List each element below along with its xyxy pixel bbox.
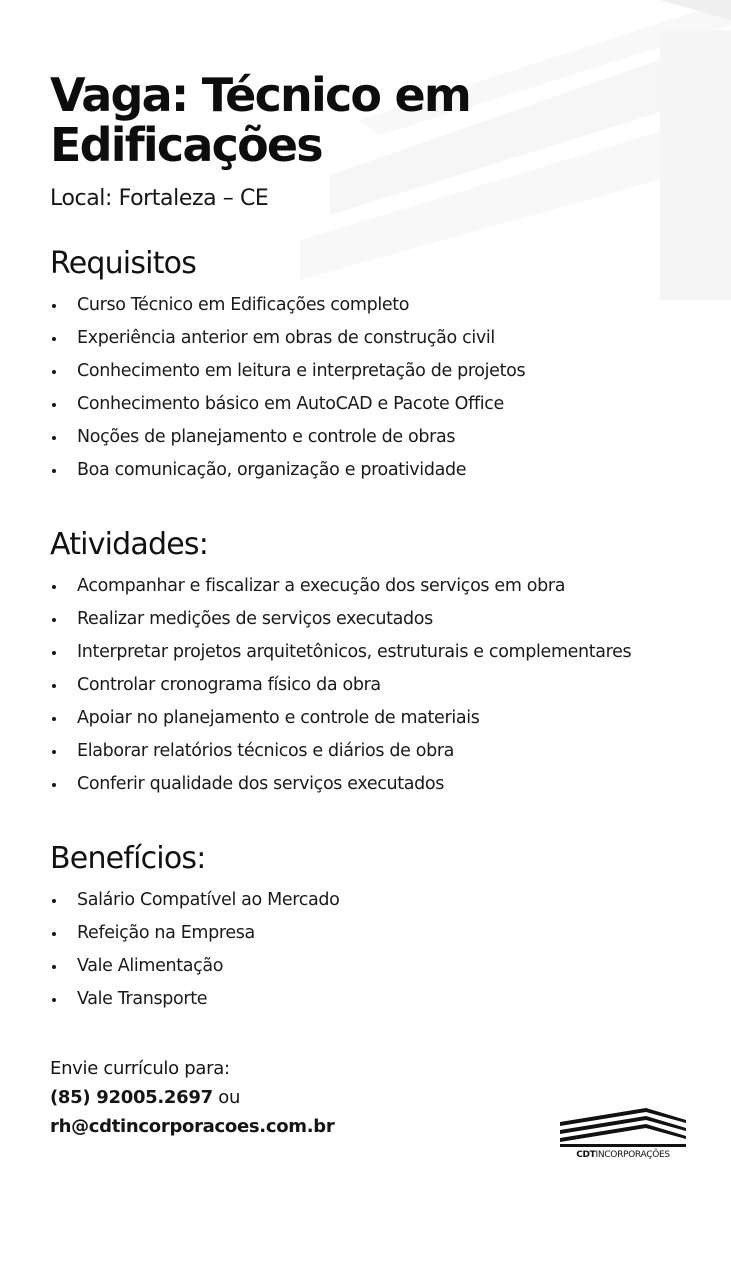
list-item: Experiência anterior em obras de construção civil bbox=[50, 322, 690, 355]
job-title: Vaga: Técnico em Edificações bbox=[50, 68, 470, 172]
list-item: Refeição na Empresa bbox=[50, 917, 690, 950]
beneficios-list bbox=[50, 884, 690, 1016]
list-item: Boa comunicação, organização e proatividade bbox=[50, 454, 690, 487]
list-item: Salário Compatível ao Mercado bbox=[50, 884, 690, 917]
logo-suffix: INCORPORAÇÕES bbox=[595, 1150, 670, 1160]
requisitos-heading: Requisitos bbox=[50, 246, 197, 281]
logo-wordmark bbox=[556, 1150, 690, 1160]
company-logo bbox=[556, 1106, 690, 1160]
contact-email[interactable]: rh@cdtincorporacoes.com.br bbox=[50, 1116, 335, 1137]
list-item: Conferir qualidade dos serviços executados bbox=[50, 768, 690, 801]
list-item: Acompanhar e fiscalizar a execução dos serviços em obra bbox=[50, 570, 690, 603]
contact-phone[interactable]: (85) 92005.2697 bbox=[50, 1087, 213, 1108]
contact-connector: ou bbox=[218, 1087, 241, 1108]
list-item: Conhecimento em leitura e interpretação de projetos bbox=[50, 355, 690, 388]
list-item: Apoiar no planejamento e controle de materiais bbox=[50, 702, 690, 735]
beneficios-heading: Benefícios: bbox=[50, 841, 206, 876]
list-item: Controlar cronograma físico da obra bbox=[50, 669, 690, 702]
atividades-heading: Atividades: bbox=[50, 527, 209, 562]
list-item: Realizar medições de serviços executados bbox=[50, 603, 690, 636]
list-item: Noções de planejamento e controle de obras bbox=[50, 421, 690, 454]
list-item: Curso Técnico em Edificações completo bbox=[50, 289, 690, 322]
logo-brand: CDT bbox=[576, 1150, 596, 1160]
contact-intro: Envie currículo para: bbox=[50, 1058, 230, 1079]
atividades-list bbox=[50, 570, 690, 801]
list-item: Vale Alimentação bbox=[50, 950, 690, 983]
requisitos-list bbox=[50, 289, 690, 487]
list-item: Interpretar projetos arquitetônicos, estruturais e complementares bbox=[50, 636, 690, 669]
job-posting bbox=[50, 70, 690, 1141]
job-location: Local: Fortaleza – CE bbox=[50, 186, 269, 211]
list-item: Elaborar relatórios técnicos e diários de obra bbox=[50, 735, 690, 768]
list-item: Vale Transporte bbox=[50, 983, 690, 1016]
list-item: Conhecimento básico em AutoCAD e Pacote Office bbox=[50, 388, 690, 421]
building-logo-icon bbox=[556, 1106, 690, 1148]
